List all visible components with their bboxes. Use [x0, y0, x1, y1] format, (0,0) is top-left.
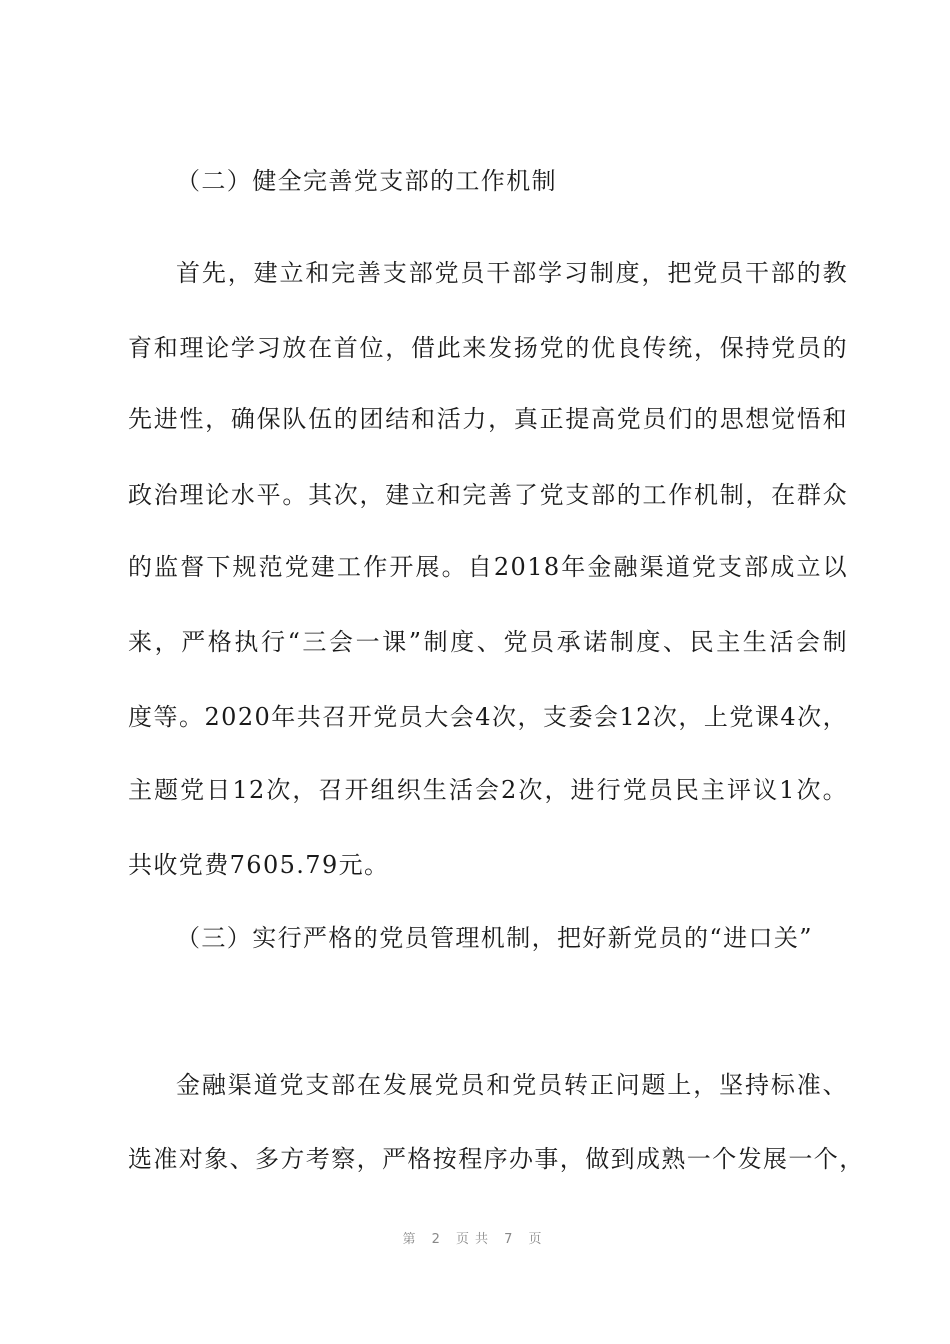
section-heading-2: （二）健全完善党支部的工作机制 [176, 167, 557, 195]
paragraph-line: 主题党日12次，召开组织生活会2次，进行党员民主评议1次。 [128, 776, 848, 804]
paragraph-line: 育和理论学习放在首位，借此来发扬党的优良传统，保持党员的 [128, 334, 848, 362]
paragraph-line: 的监督下规范党建工作开展。自2018年金融渠道党支部成立以 [128, 553, 848, 581]
paragraph-line: 度等。2020年共召开党员大会4次，支委会12次，上党课4次， [128, 703, 848, 731]
paragraph-line: 共收党费7605.79元。 [128, 851, 390, 879]
paragraph-line: 先进性，确保队伍的团结和活力，真正提高党员们的思想觉悟和 [128, 405, 848, 433]
paragraph-line: 政治理论水平。其次，建立和完善了党支部的工作机制，在群众 [128, 481, 848, 509]
paragraph-line: 首先，建立和完善支部党员干部学习制度，把党员干部的教 [176, 259, 848, 287]
paragraph-line: 来，严格执行“三会一课”制度、党员承诺制度、民主生活会制 [128, 628, 848, 656]
paragraph-line: 选准对象、多方考察，严格按程序办事，做到成熟一个发展一个， [128, 1145, 865, 1173]
paragraph-line: 金融渠道党支部在发展党员和党员转正问题上，坚持标准、 [176, 1071, 848, 1099]
page-number-footer: 第 2 页共 7 页 [402, 1232, 548, 1247]
section-heading-3: （三）实行严格的党员管理机制，把好新党员的“进口关” [176, 924, 813, 952]
